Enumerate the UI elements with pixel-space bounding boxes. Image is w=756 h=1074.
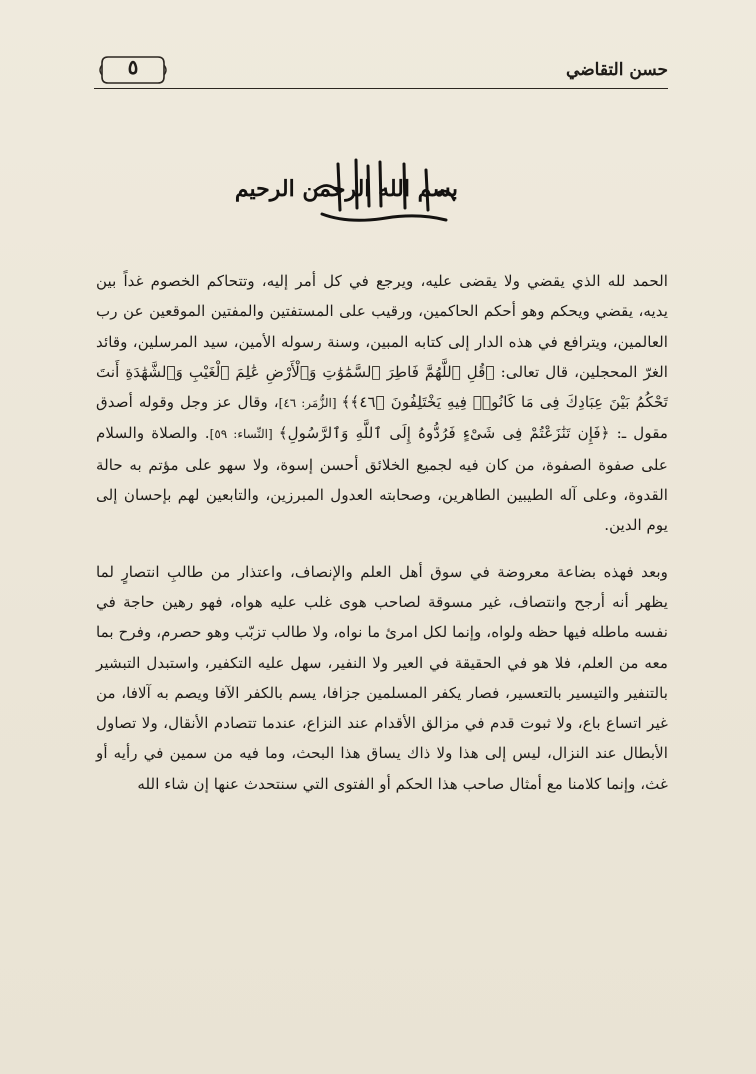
intro-text-b: ، وقال عز وجل وقوله أصدق مقول ـ:: [96, 393, 669, 443]
paragraph-intro: [96, 266, 668, 541]
page-number: ٥: [127, 55, 139, 79]
paragraph-main: وبعد فهذه بضاعة معروضة في سوق أهل العلم والإنصاف، واعتذار من طالبِ انتصارٍ لما يظهر أنه أرجح وانتصاف، غير مسوقة لصاحب هوى غلب عليه هواه، فهو رهين حاجة في نفسه ماطله فيها حظه ولواه، وإنما لكل امرئ ما نواه، ولا طالب تزبّب وهو حصرم، وفرح بما معه من العلم، فلا هو في الحقيقة في العير ولا النفير، سهل عليه التكفير، واستبدل التبشير بالتنفير والتيسير بالتعسير، فصار يكفر المسلمين جزافا، يسم بالكفر الآفا ويصم به آلافا، من غير اتساع باع، ولا ثبوت قدم في مزالق الأقدام عند النزاع، عندما تتصادم الأنقال، ولا تصاول الأبطال عند النزال، ليس إلى هذا ولا ذاك يساق هذا البحث، وما فيه من سمين في رأيه أو غث، وإنما كلامنا مع أمثال صاحب هذا الحكم أو الفتوى التي سنتحدث عنها إن شاء الله: [96, 562, 668, 793]
quran-verse-1: ﴿قُلِ ٱللَّهُمَّ فَاطِرَ ٱلسَّمَٰوَٰتِ وَٱلْأَرْضِ عَٰلِمَ ٱلْغَيْبِ وَٱلشَّهَٰدَةِ أَنتَ تَحْكُمُ بَيْنَ عِبَادِكَ فِى مَا كَانُوا۟ فِيهِ يَخْتَلِفُونَ ﴿٤٦﴾﴾: [96, 362, 668, 412]
quran-verse-2: ﴿فَإِن تَنَٰزَعْتُمْ فِى شَىْءٍ فَرُدُّوهُ إِلَى ٱللَّهِ وَٱلرَّسُولِ﴾: [278, 424, 610, 443]
intro-text-a: الحمد لله الذي يقضي ولا يقضى عليه، ويرجع في كل أمر إليه، وتتحاكم الخصوم غداً بين يديه، يقضي ويحكم وهو أحكم الحاكمين، ورقيب على المستفتين والمفتين الموقعين عن رب العالمين، ويترافع في هذه الدار إلى كتابه المبين، وسنة رسوله الأمين، سيد المرسلين، وقائد الغرّ المحجلين، قال تعالى:: [96, 272, 668, 381]
page-header: [94, 40, 668, 90]
verse-2-reference: [النِّساء: ٥٩]: [209, 427, 279, 442]
running-title: حسن التقاضي: [566, 60, 668, 80]
intro-text-c: . والصلاة والسلام على صفوة الصفوة، من كان فيه لجميع الخلائق أحسن إسوة، ولا سهو على مؤتم به حالة القدوة، وعلى آله الطيبين الطاهرين، وصحابته العدول المبرزين، والتابعين لهم بإحسان إلى يوم الدين.: [96, 424, 668, 535]
basmala-calligraphy: [234, 150, 458, 234]
body-text: [96, 266, 668, 799]
verse-1-reference: [الزُّمَر: ٤٦]: [278, 396, 342, 411]
header-rule: [94, 88, 668, 89]
page-number-frame: [98, 53, 168, 87]
basmala-text: بسم الله الرحمن الرحيم: [234, 176, 458, 202]
